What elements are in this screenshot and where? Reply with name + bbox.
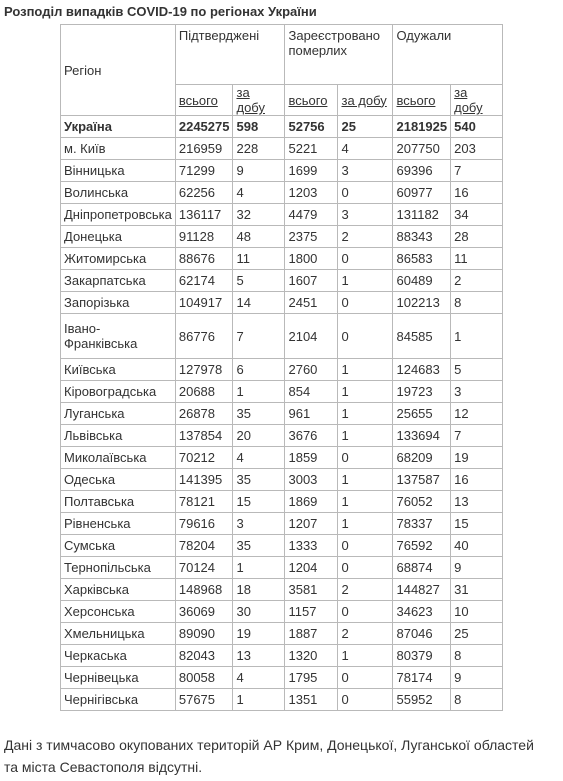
- cell-died-total: 3003: [285, 469, 338, 491]
- cell-confirmed-day: 6: [233, 359, 285, 381]
- cell-confirmed-total: 86776: [175, 314, 233, 359]
- cell-region: м. Київ: [61, 138, 176, 160]
- cell-region: Україна: [61, 116, 176, 138]
- cell-region: Житомирська: [61, 248, 176, 270]
- table-row: [61, 160, 503, 182]
- cell-died-day: 4: [338, 138, 393, 160]
- cell-died-day: 1: [338, 270, 393, 292]
- table-row: [61, 667, 503, 689]
- cell-confirmed-total: 62256: [175, 182, 233, 204]
- cell-confirmed-day: 598: [233, 116, 285, 138]
- cell-confirmed-day: 1: [233, 381, 285, 403]
- cell-died-day: 0: [338, 182, 393, 204]
- cell-confirmed-total: 2245275: [175, 116, 233, 138]
- cell-recovered-day: 31: [451, 579, 503, 601]
- cell-region: Сумська: [61, 535, 176, 557]
- cell-confirmed-total: 70124: [175, 557, 233, 579]
- cell-confirmed-day: 3: [233, 513, 285, 535]
- cell-confirmed-day: 9: [233, 160, 285, 182]
- cell-died-day: 2: [338, 226, 393, 248]
- cell-recovered-total: 80379: [393, 645, 451, 667]
- cell-recovered-total: 87046: [393, 623, 451, 645]
- cell-died-total: 1607: [285, 270, 338, 292]
- cell-recovered-total: 60977: [393, 182, 451, 204]
- page-title: Розподіл випадків COVID-19 по регіонах України: [4, 4, 317, 19]
- cell-recovered-day: 25: [451, 623, 503, 645]
- cell-confirmed-total: 148968: [175, 579, 233, 601]
- cell-region: Тернопільська: [61, 557, 176, 579]
- table-row: [61, 381, 503, 403]
- cell-died-day: 1: [338, 491, 393, 513]
- cell-died-total: 1320: [285, 645, 338, 667]
- cell-region: Хмельницька: [61, 623, 176, 645]
- cell-died-total: 4479: [285, 204, 338, 226]
- cell-confirmed-total: 78204: [175, 535, 233, 557]
- cell-confirmed-day: 19: [233, 623, 285, 645]
- cell-confirmed-day: 48: [233, 226, 285, 248]
- cell-confirmed-total: 127978: [175, 359, 233, 381]
- cell-died-day: 0: [338, 314, 393, 359]
- cell-died-day: 1: [338, 359, 393, 381]
- cell-died-day: 0: [338, 557, 393, 579]
- cell-recovered-day: 540: [451, 116, 503, 138]
- covid-regions-table: [60, 24, 503, 711]
- cell-died-total: 1207: [285, 513, 338, 535]
- cell-died-day: 25: [338, 116, 393, 138]
- cell-died-total: 1859: [285, 447, 338, 469]
- table-row: [61, 425, 503, 447]
- cell-confirmed-total: 136117: [175, 204, 233, 226]
- cell-region: Полтавська: [61, 491, 176, 513]
- cell-recovered-total: 19723: [393, 381, 451, 403]
- cell-died-total: 2760: [285, 359, 338, 381]
- cell-died-total: 1157: [285, 601, 338, 623]
- cell-confirmed-total: 79616: [175, 513, 233, 535]
- subheader-recovered-day: за добу: [451, 85, 503, 116]
- cell-died-total: 1887: [285, 623, 338, 645]
- cell-confirmed-day: 13: [233, 645, 285, 667]
- cell-recovered-total: 124683: [393, 359, 451, 381]
- cell-died-total: 854: [285, 381, 338, 403]
- cell-died-day: 0: [338, 447, 393, 469]
- cell-confirmed-total: 141395: [175, 469, 233, 491]
- table-row: [61, 491, 503, 513]
- cell-confirmed-total: 91128: [175, 226, 233, 248]
- cell-died-day: 1: [338, 381, 393, 403]
- cell-recovered-day: 8: [451, 645, 503, 667]
- cell-recovered-total: 34623: [393, 601, 451, 623]
- table-row: [61, 248, 503, 270]
- cell-died-day: 1: [338, 403, 393, 425]
- cell-region: Львівська: [61, 425, 176, 447]
- cell-region: Запорізька: [61, 292, 176, 314]
- cell-confirmed-total: 26878: [175, 403, 233, 425]
- cell-confirmed-total: 57675: [175, 689, 233, 711]
- cell-confirmed-day: 35: [233, 535, 285, 557]
- cell-recovered-day: 12: [451, 403, 503, 425]
- cell-died-day: 0: [338, 689, 393, 711]
- cell-region: Кіровоградська: [61, 381, 176, 403]
- table-row: [61, 182, 503, 204]
- cell-died-total: 961: [285, 403, 338, 425]
- cell-died-total: 1800: [285, 248, 338, 270]
- cell-died-total: 1351: [285, 689, 338, 711]
- cell-confirmed-day: 32: [233, 204, 285, 226]
- cell-recovered-total: 102213: [393, 292, 451, 314]
- cell-region: Черкаська: [61, 645, 176, 667]
- cell-confirmed-day: 18: [233, 579, 285, 601]
- cell-recovered-total: 69396: [393, 160, 451, 182]
- cell-died-day: 1: [338, 425, 393, 447]
- cell-confirmed-day: 15: [233, 491, 285, 513]
- table-row: [61, 579, 503, 601]
- cell-died-total: 1795: [285, 667, 338, 689]
- cell-confirmed-day: 4: [233, 667, 285, 689]
- table-row: [61, 226, 503, 248]
- cell-recovered-day: 8: [451, 292, 503, 314]
- table-header-row: [61, 25, 503, 85]
- cell-recovered-day: 16: [451, 182, 503, 204]
- cell-region: Київська: [61, 359, 176, 381]
- table-row: [61, 116, 503, 138]
- cell-confirmed-total: 20688: [175, 381, 233, 403]
- cell-confirmed-day: 4: [233, 447, 285, 469]
- cell-recovered-day: 203: [451, 138, 503, 160]
- cell-recovered-day: 16: [451, 469, 503, 491]
- cell-recovered-total: 144827: [393, 579, 451, 601]
- cell-confirmed-day: 35: [233, 403, 285, 425]
- table-row: [61, 535, 503, 557]
- cell-died-day: 2: [338, 579, 393, 601]
- header-died: Зареєстровано померлих: [285, 25, 393, 85]
- cell-region: Рівненська: [61, 513, 176, 535]
- subheader-confirmed-total: всього: [175, 85, 233, 116]
- cell-died-day: 3: [338, 160, 393, 182]
- table-row: [61, 359, 503, 381]
- table-row: [61, 138, 503, 160]
- cell-recovered-day: 9: [451, 557, 503, 579]
- cell-died-total: 3676: [285, 425, 338, 447]
- table-row: [61, 557, 503, 579]
- cell-recovered-total: 88343: [393, 226, 451, 248]
- cell-died-day: 3: [338, 204, 393, 226]
- cell-confirmed-day: 35: [233, 469, 285, 491]
- cell-region: Дніпропетровська: [61, 204, 176, 226]
- cell-confirmed-total: 62174: [175, 270, 233, 292]
- cell-died-day: 0: [338, 248, 393, 270]
- cell-recovered-day: 11: [451, 248, 503, 270]
- cell-recovered-day: 7: [451, 160, 503, 182]
- cell-confirmed-day: 20: [233, 425, 285, 447]
- cell-recovered-total: 55952: [393, 689, 451, 711]
- cell-confirmed-day: 1: [233, 689, 285, 711]
- cell-died-day: 0: [338, 535, 393, 557]
- cell-region: Чернігівська: [61, 689, 176, 711]
- cell-region: Луганська: [61, 403, 176, 425]
- cell-died-day: 1: [338, 513, 393, 535]
- subheader-died-total: всього: [285, 85, 338, 116]
- cell-died-total: 1699: [285, 160, 338, 182]
- cell-confirmed-total: 137854: [175, 425, 233, 447]
- cell-died-total: 5221: [285, 138, 338, 160]
- table-row: [61, 513, 503, 535]
- cell-recovered-total: 68874: [393, 557, 451, 579]
- cell-confirmed-day: 1: [233, 557, 285, 579]
- cell-confirmed-total: 78121: [175, 491, 233, 513]
- cell-region: Івано-Франківська: [61, 314, 176, 359]
- cell-recovered-day: 7: [451, 425, 503, 447]
- cell-region: Чернівецька: [61, 667, 176, 689]
- table-row: [61, 314, 503, 359]
- cell-died-total: 2375: [285, 226, 338, 248]
- cell-confirmed-total: 88676: [175, 248, 233, 270]
- cell-confirmed-day: 7: [233, 314, 285, 359]
- cell-recovered-total: 76052: [393, 491, 451, 513]
- subheader-recovered-total: всього: [393, 85, 451, 116]
- cell-recovered-total: 86583: [393, 248, 451, 270]
- cell-recovered-day: 28: [451, 226, 503, 248]
- cell-died-total: 1204: [285, 557, 338, 579]
- cell-region: Херсонська: [61, 601, 176, 623]
- cell-confirmed-total: 71299: [175, 160, 233, 182]
- cell-died-day: 1: [338, 469, 393, 491]
- cell-recovered-day: 9: [451, 667, 503, 689]
- cell-confirmed-day: 228: [233, 138, 285, 160]
- cell-recovered-day: 15: [451, 513, 503, 535]
- cell-died-total: 3581: [285, 579, 338, 601]
- subheader-confirmed-day: за добу: [233, 85, 285, 116]
- cell-recovered-day: 34: [451, 204, 503, 226]
- cell-died-day: 0: [338, 667, 393, 689]
- header-confirmed: Підтверджені: [175, 25, 285, 85]
- header-recovered: Одужали: [393, 25, 503, 85]
- cell-recovered-day: 19: [451, 447, 503, 469]
- cell-recovered-day: 3: [451, 381, 503, 403]
- cell-recovered-day: 1: [451, 314, 503, 359]
- table-row: [61, 645, 503, 667]
- cell-region: Закарпатська: [61, 270, 176, 292]
- cell-region: Харківська: [61, 579, 176, 601]
- cell-confirmed-day: 30: [233, 601, 285, 623]
- cell-recovered-day: 10: [451, 601, 503, 623]
- cell-confirmed-total: 36069: [175, 601, 233, 623]
- cell-recovered-day: 40: [451, 535, 503, 557]
- table-row: [61, 292, 503, 314]
- cell-confirmed-total: 89090: [175, 623, 233, 645]
- cell-region: Волинська: [61, 182, 176, 204]
- cell-died-day: 0: [338, 292, 393, 314]
- cell-died-total: 2104: [285, 314, 338, 359]
- cell-region: Одеська: [61, 469, 176, 491]
- cell-recovered-total: 133694: [393, 425, 451, 447]
- cell-died-total: 52756: [285, 116, 338, 138]
- cell-recovered-total: 76592: [393, 535, 451, 557]
- cell-died-total: 1203: [285, 182, 338, 204]
- cell-recovered-day: 13: [451, 491, 503, 513]
- cell-confirmed-day: 4: [233, 182, 285, 204]
- table-row: [61, 270, 503, 292]
- cell-confirmed-total: 216959: [175, 138, 233, 160]
- table-row: [61, 623, 503, 645]
- cell-confirmed-total: 80058: [175, 667, 233, 689]
- cell-recovered-total: 137587: [393, 469, 451, 491]
- table-row: [61, 469, 503, 491]
- cell-recovered-day: 8: [451, 689, 503, 711]
- cell-region: Миколаївська: [61, 447, 176, 469]
- cell-region: Вінницька: [61, 160, 176, 182]
- cell-recovered-total: 68209: [393, 447, 451, 469]
- cell-died-day: 2: [338, 623, 393, 645]
- table-row: [61, 601, 503, 623]
- cell-confirmed-day: 5: [233, 270, 285, 292]
- table-row: [61, 447, 503, 469]
- cell-recovered-total: 78337: [393, 513, 451, 535]
- footnote: Дані з тимчасово окупованих територій АР Крим, Донецької, Луганської областей та міста Севастополя відсутні.: [4, 737, 534, 775]
- cell-died-total: 1869: [285, 491, 338, 513]
- cell-recovered-day: 2: [451, 270, 503, 292]
- cell-recovered-total: 2181925: [393, 116, 451, 138]
- cell-confirmed-total: 70212: [175, 447, 233, 469]
- header-region: Регіон: [61, 25, 176, 116]
- cell-recovered-total: 60489: [393, 270, 451, 292]
- cell-recovered-total: 84585: [393, 314, 451, 359]
- cell-died-day: 0: [338, 601, 393, 623]
- cell-confirmed-total: 104917: [175, 292, 233, 314]
- cell-recovered-day: 5: [451, 359, 503, 381]
- table-row: [61, 689, 503, 711]
- cell-region: Донецька: [61, 226, 176, 248]
- cell-confirmed-total: 82043: [175, 645, 233, 667]
- cell-recovered-total: 207750: [393, 138, 451, 160]
- cell-died-day: 1: [338, 645, 393, 667]
- cell-recovered-total: 131182: [393, 204, 451, 226]
- cell-confirmed-day: 14: [233, 292, 285, 314]
- subheader-died-day: за добу: [338, 85, 393, 116]
- cell-recovered-total: 25655: [393, 403, 451, 425]
- cell-died-total: 1333: [285, 535, 338, 557]
- table-row: [61, 204, 503, 226]
- table-row: [61, 403, 503, 425]
- cell-recovered-total: 78174: [393, 667, 451, 689]
- cell-confirmed-day: 11: [233, 248, 285, 270]
- cell-died-total: 2451: [285, 292, 338, 314]
